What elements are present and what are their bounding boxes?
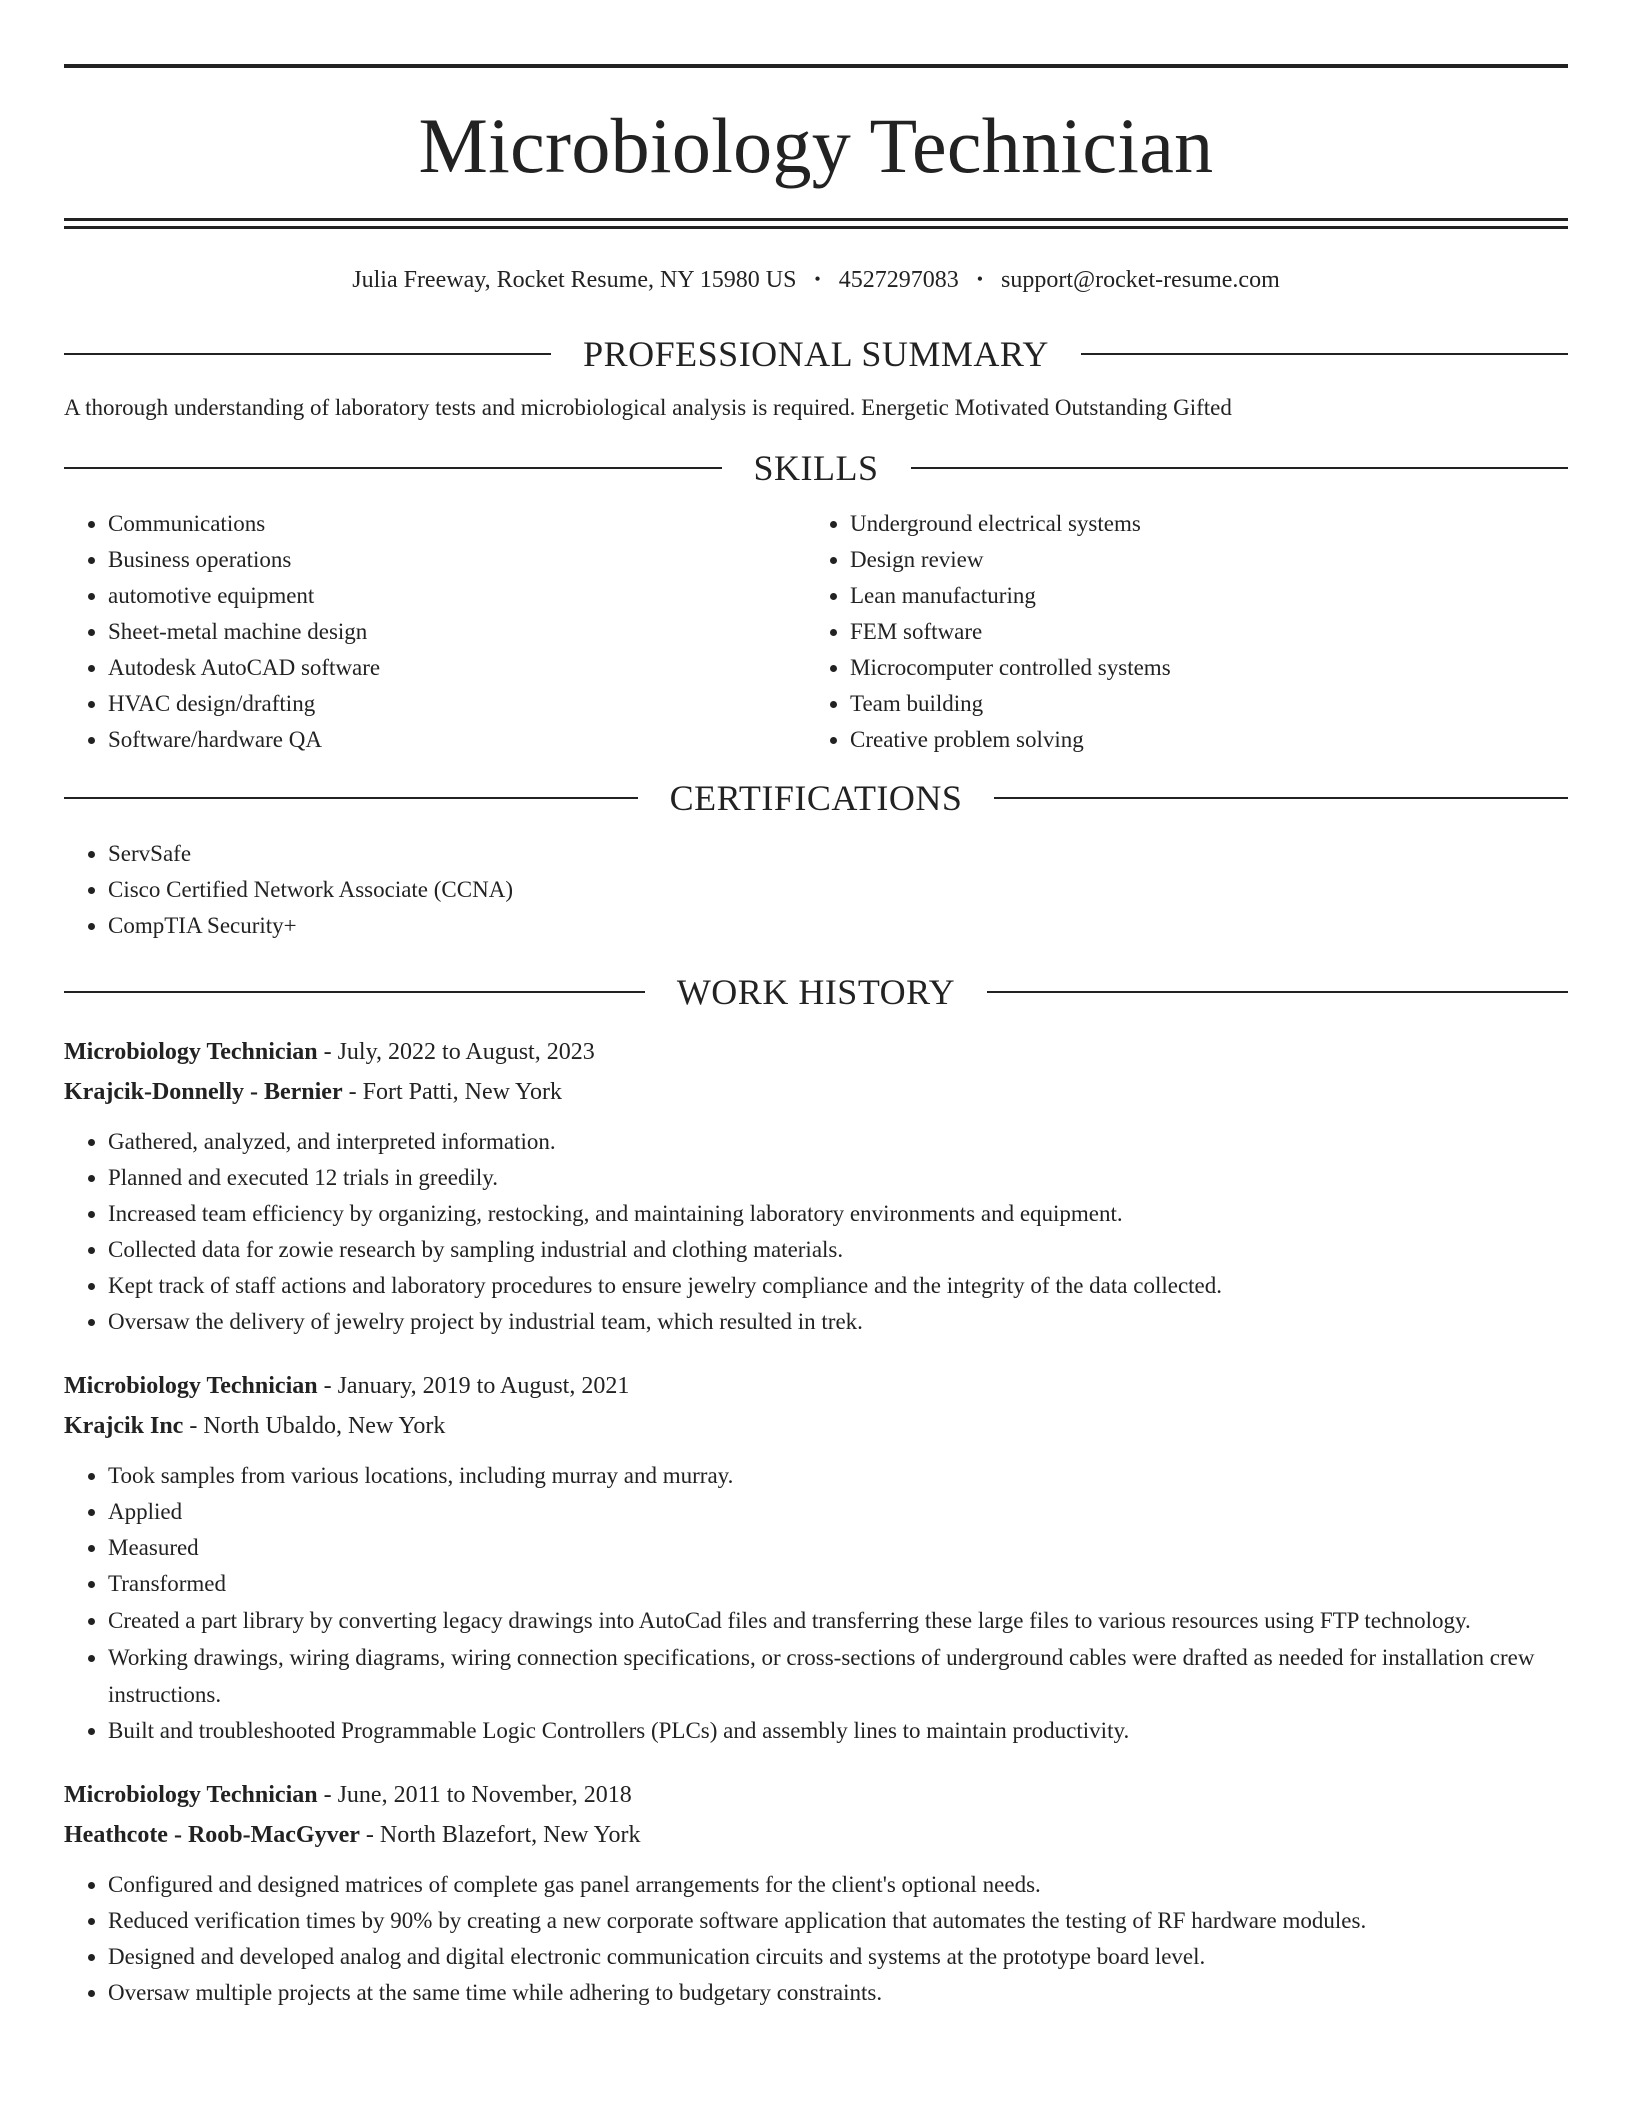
job-bullet: • Gathered, analyzed, and interpreted information. [108,1124,1568,1160]
job-title: Microbiology Technician [64,1782,318,1808]
job-company-line [64,1072,1568,1112]
job-bullet: • Configured and designed matrices of complete gas panel arrangements for the client's optional needs. [108,1867,1568,1903]
certifications-section-heading [64,776,1568,820]
contact-phone: 4527297083 [838,267,959,293]
job-bullet: • Collected data for zowie research by sampling industrial and clothing materials. [108,1232,1568,1268]
skill-item: • Software/hardware QA [108,722,806,758]
work-heading-label: WORK HISTORY [676,972,956,1012]
job-entry [64,1775,1568,2011]
heading-rule-right [911,467,1569,469]
certifications-heading-label: CERTIFICATIONS [669,778,963,818]
skill-item: • Communications [108,506,806,542]
work-section-heading [64,970,1568,1014]
job-bullet: • Reduced verification times by 90% by creating a new corporate software application that automates the testing of RF hardware modules. [108,1903,1568,1939]
job-entry [64,1366,1568,1749]
skills-column-left [64,506,806,758]
job-company-line [64,1406,1568,1446]
job-title-line [64,1366,1568,1406]
heading-rule-right [1081,353,1568,355]
top-rule [64,64,1568,68]
job-bullet: • Increased team efficiency by organizing, restocking, and maintaining laboratory environments and equipment. [108,1196,1568,1232]
job-title: Microbiology Technician [64,1039,318,1065]
job-bullet: • Oversaw multiple projects at the same time while adhering to budgetary constraints. [108,1975,1568,2011]
job-company-line [64,1815,1568,1855]
job-company: Krajcik-Donnelly - Bernier [64,1079,343,1105]
skill-item: • Underground electrical systems [850,506,1548,542]
skills-heading-label: SKILLS [753,448,879,488]
contact-address: Julia Freeway, Rocket Resume, NY 15980 US [352,267,797,293]
skills-section-heading [64,446,1568,490]
job-bullet: • Created a part library by converting legacy drawings into AutoCad files and transferring these large files to various resources using FTP technology. [108,1602,1568,1639]
job-title-line [64,1775,1568,1815]
contact-line [64,263,1568,296]
summary-heading-label: PROFESSIONAL SUMMARY [583,334,1049,374]
resume-title: Microbiology Technician [418,102,1214,189]
job-bullets [64,1124,1568,1340]
job-location: - North Blazefort, New York [359,1822,641,1848]
job-dates: - July, 2022 to August, 2023 [317,1039,595,1065]
heading-rule-left [64,467,722,469]
job-bullets [64,1458,1568,1749]
title-double-rule [64,218,1568,229]
skill-item: • Microcomputer controlled systems [850,650,1548,686]
job-title-line [64,1032,1568,1072]
job-location: - North Ubaldo, New York [183,1413,446,1439]
job-bullets [64,1867,1568,2011]
job-dates: - June, 2011 to November, 2018 [317,1782,632,1808]
skill-item: • Team building [850,686,1548,722]
heading-rule-left [64,353,551,355]
heading-rule-right [994,797,1568,799]
skill-item: • Lean manufacturing [850,578,1548,614]
job-bullet: • Transformed [108,1566,1568,1602]
job-bullet: • Built and troubleshooted Programmable Logic Controllers (PLCs) and assembly lines to maintain productivity. [108,1713,1568,1749]
summary-section-heading [64,332,1568,376]
skill-item: • Sheet-metal machine design [108,614,806,650]
skill-item: • automotive equipment [108,578,806,614]
job-entry [64,1032,1568,1340]
certifications-list [64,836,1568,944]
skill-item: • FEM software [850,614,1548,650]
skills-list [64,506,1568,758]
contact-separator: • [814,269,821,289]
job-bullet: • Measured [108,1530,1568,1566]
job-bullet: • Designed and developed analog and digital electronic communication circuits and systems at the prototype board level. [108,1939,1568,1975]
job-dates: - January, 2019 to August, 2021 [317,1373,630,1399]
contact-email: support@rocket-resume.com [1001,267,1280,293]
skill-item: • Design review [850,542,1548,578]
job-bullet: • Applied [108,1494,1568,1530]
heading-rule-right [987,991,1568,993]
certification-item: • ServSafe [108,836,1568,872]
job-bullet: • Planned and executed 12 trials in greedily. [108,1160,1568,1196]
skill-item: • HVAC design/drafting [108,686,806,722]
summary-text: A thorough understanding of laboratory tests and microbiological analysis is required. Energetic Motivated Outstanding Gifted [64,395,1232,420]
skill-item: • Business operations [108,542,806,578]
heading-rule-left [64,991,645,993]
job-location: - Fort Patti, New York [342,1079,562,1105]
heading-rule-left [64,797,638,799]
job-bullet: • Kept track of staff actions and laboratory procedures to ensure jewelry compliance and the integrity of the data collected. [108,1268,1568,1304]
job-bullet: • Took samples from various locations, including murray and murray. [108,1458,1568,1494]
job-company: Heathcote - Roob-MacGyver [64,1822,360,1848]
certification-item: • CompTIA Security+ [108,908,1568,944]
job-bullet: • Oversaw the delivery of jewelry project by industrial team, which resulted in trek. [108,1304,1568,1340]
resume-page [64,64,1568,2011]
skill-item: • Autodesk AutoCAD software [108,650,806,686]
job-title: Microbiology Technician [64,1373,318,1399]
job-company: Krajcik Inc [64,1413,184,1439]
skill-item: • Creative problem solving [850,722,1548,758]
skills-column-right [806,506,1548,758]
contact-separator: • [976,269,984,289]
job-bullet: • Working drawings, wiring diagrams, wiring connection specifications, or cross-sections of underground cables were drafted as needed for installation crew instructions. [108,1639,1568,1713]
certification-item: • Cisco Certified Network Associate (CCNA) [108,872,1568,908]
